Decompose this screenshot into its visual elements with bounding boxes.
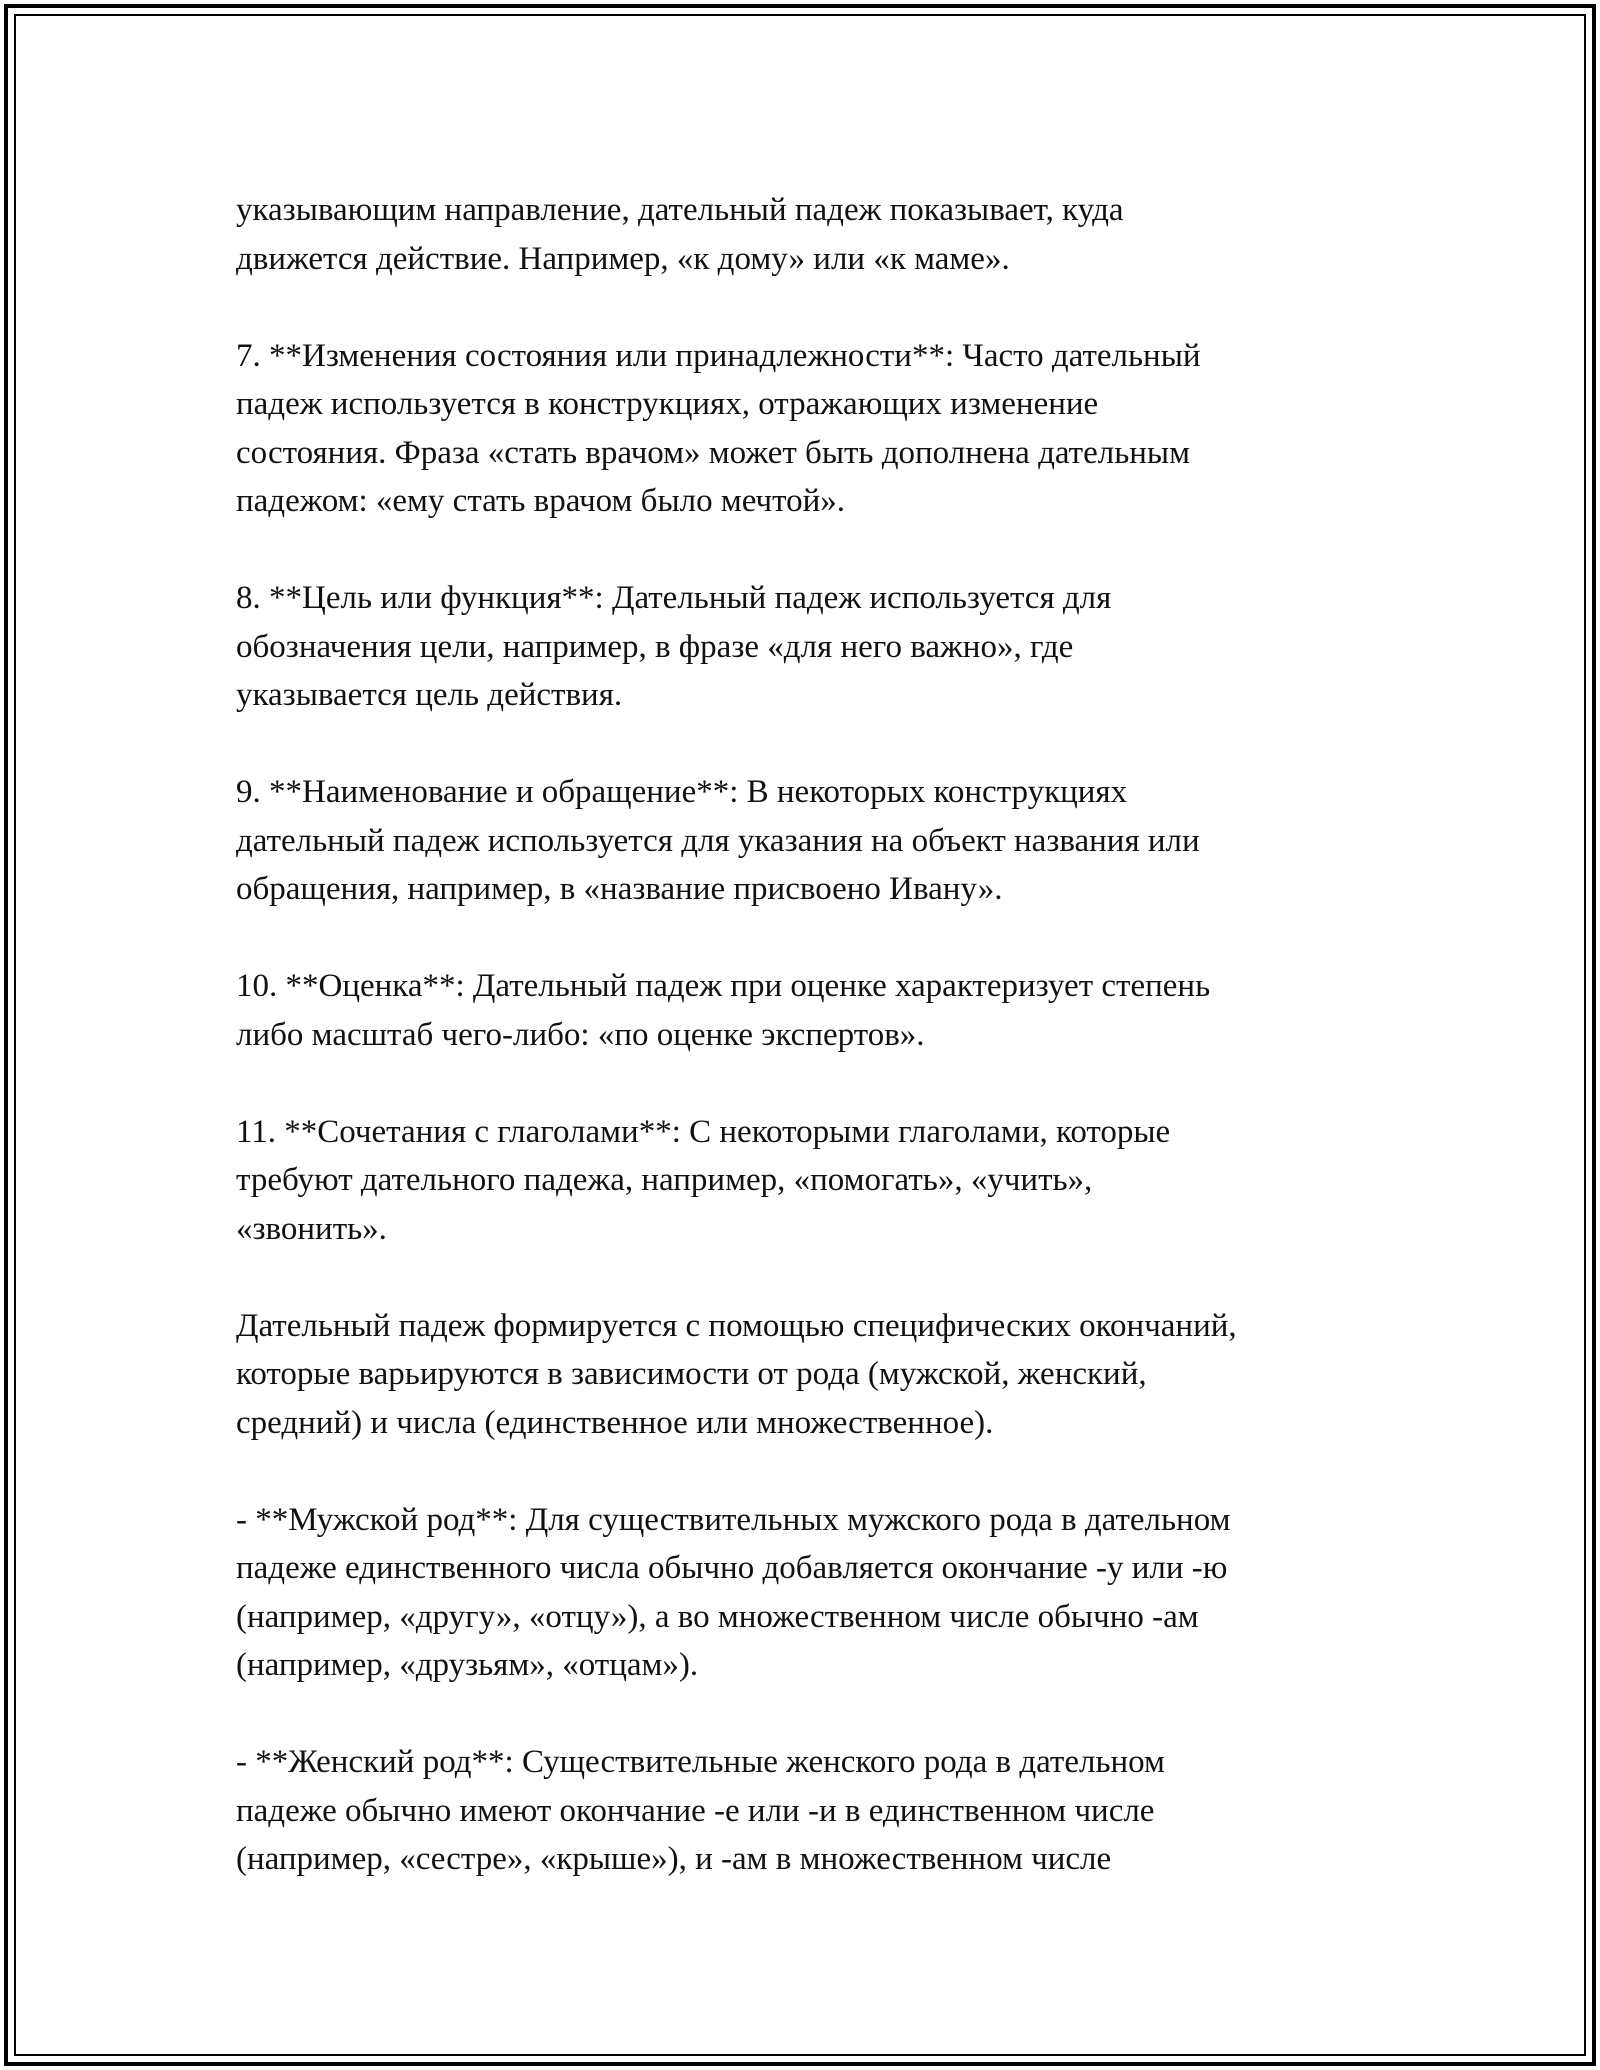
paragraph-item-10 <box>236 962 1386 1059</box>
paragraph-direction-continuation <box>236 186 1386 283</box>
text-line: «звонить». <box>236 1210 387 1247</box>
paragraph-masculine <box>236 1496 1386 1690</box>
text-line: требуют дательного падежа, например, «помогать», «учить», <box>236 1162 1093 1198</box>
text-line: 8. **Цель или функция**: Дательный падеж используется для <box>236 580 1112 616</box>
text-line: падеже обычно имеют окончание -е или -и в единственном числе <box>236 1792 1155 1829</box>
document-body <box>236 186 1386 1884</box>
text-line: которые варьируются в зависимости от рода (мужской, женский, <box>236 1356 1147 1392</box>
text-line: обращения, например, в «название присвоено Ивану». <box>236 871 1003 907</box>
paragraph-feminine <box>236 1738 1386 1884</box>
text-line: падеж используется в конструкциях, отражающих изменение <box>236 386 1099 422</box>
text-line: либо масштаб чего-либо: «по оценке экспертов». <box>236 1016 925 1053</box>
text-line: состояния. Фраза «стать врачом» может быть дополнена дательным <box>236 434 1190 471</box>
paragraph-item-9 <box>236 768 1386 914</box>
text-line: указывается цель действия. <box>236 677 623 713</box>
text-line: указывающим направление, дательный падеж показывает, куда <box>236 192 1124 228</box>
text-line: движется действие. Например, «к дому» или «к маме». <box>236 240 1010 277</box>
text-line: (например, «друзьям», «отцам»). <box>236 1647 699 1683</box>
text-line: 9. **Наименование и обращение**: В некоторых конструкциях <box>236 774 1128 810</box>
text-line: 11. **Сочетания с глаголами**: С некоторыми глаголами, которые <box>236 1113 1171 1150</box>
text-line: Дательный падеж формируется с помощью специфических окончаний, <box>236 1307 1237 1344</box>
text-line: падежом: «ему стать врачом было мечтой». <box>236 483 846 519</box>
text-line: дательный падеж используется для указания на объект названия или <box>236 822 1200 859</box>
text-line: (например, «другу», «отцу»), а во множественном числе обычно -ам <box>236 1598 1199 1635</box>
text-line: 7. **Изменения состояния или принадлежности**: Часто дательный <box>236 337 1201 374</box>
text-line: - **Мужской род**: Для существительных мужского рода в дательном <box>236 1501 1231 1538</box>
paragraph-item-11 <box>236 1108 1386 1254</box>
text-line: 10. **Оценка**: Дательный падеж при оценке характеризует степень <box>236 968 1211 1004</box>
text-line: обозначения цели, например, в фразе «для него важно», где <box>236 628 1074 665</box>
paragraph-item-7 <box>236 332 1386 526</box>
text-line: - **Женский род**: Существительные женского рода в дательном <box>236 1744 1165 1780</box>
paragraph-endings-intro <box>236 1302 1386 1448</box>
paragraph-item-8 <box>236 574 1386 720</box>
text-line: падеже единственного числа обычно добавляется окончание -у или -ю <box>236 1550 1228 1586</box>
text-line: средний) и числа (единственное или множественное). <box>236 1404 994 1441</box>
text-line: (например, «сестре», «крыше»), и -ам в множественном числе <box>236 1841 1112 1877</box>
